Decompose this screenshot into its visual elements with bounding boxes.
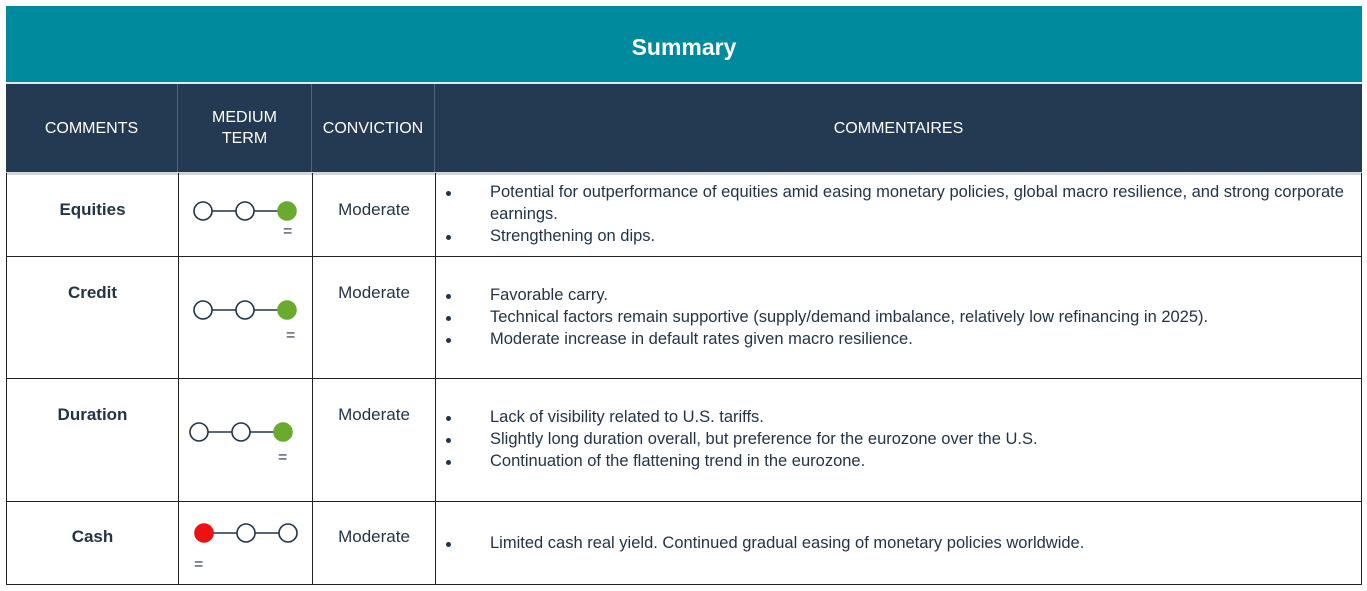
conviction-cell [312,173,435,256]
position-scale-icon [179,173,313,257]
asset-label: Duration [57,405,128,424]
comments-cell [435,173,1362,256]
header-conviction: CONVICTION [312,84,435,172]
comments-cell [435,379,1362,501]
list-item: Lack of visibility related to U.S. tariffs. [436,406,1355,428]
conviction-cell [312,257,435,378]
conviction-cell [312,502,435,584]
conviction-value: Moderate [338,527,410,546]
list-item: Favorable carry. [436,284,1355,306]
scale-dot-active [274,423,292,441]
medium-term-cell [178,379,312,501]
change-indicator: = [286,327,296,344]
list-item: Moderate increase in default rates given macro resilience. [436,328,1355,350]
scale-dot [236,202,254,220]
header-commentaires: COMMENTAIRES [833,119,964,137]
position-scale-icon [179,379,313,502]
header-medium-term: MEDIUM TERM [178,84,312,172]
header-comments: COMMENTS [6,84,178,172]
scale-dot [190,423,208,441]
asset-cell [6,502,178,584]
asset-cell [6,173,178,256]
conviction-value: Moderate [338,405,410,424]
conviction-cell [312,379,435,501]
table-header [6,84,1362,175]
list-item: Strengthening on dips. [436,225,1355,247]
table-row [6,173,1362,257]
scale-dot [194,202,212,220]
comments-list [436,406,1355,472]
scale-dot-active [278,202,296,220]
table-row [6,257,1362,379]
scale-dot [279,524,297,542]
summary-table [6,173,1362,585]
comments-list [436,532,1355,554]
list-item: Limited cash real yield. Continued gradual easing of monetary policies worldwide. [436,532,1355,554]
scale-dot [237,524,255,542]
scale-dot [236,301,254,319]
asset-cell [6,379,178,501]
table-row [6,502,1362,585]
change-indicator: = [283,223,293,240]
list-item: Slightly long duration overall, but preference for the eurozone over the U.S. [436,428,1355,450]
asset-cell [6,257,178,378]
change-indicator: = [278,449,288,466]
list-item: Continuation of the flattening trend in the eurozone. [436,450,1355,472]
conviction-value: Moderate [338,200,410,219]
asset-label: Cash [71,527,114,546]
medium-term-cell [178,257,312,378]
medium-term-cell [178,173,312,256]
list-item: Technical factors remain supportive (supply/demand imbalance, relatively low refinancing in 2025). [436,306,1355,328]
asset-label: Credit [67,283,118,302]
scale-dot-active [195,524,213,542]
comments-list [436,181,1355,247]
comments-cell [435,502,1362,584]
scale-dot [232,423,250,441]
summary-title-bar [6,6,1362,84]
table-row [6,379,1362,502]
asset-label: Equities [59,200,126,219]
conviction-value: Moderate [338,283,410,302]
comments-cell [435,257,1362,378]
comments-list [436,284,1355,350]
page-title: Summary [631,34,737,60]
position-scale-icon [179,257,313,379]
list-item: Potential for outperformance of equities amid easing monetary policies, global macro resilience, and strong corporate earnings. [436,181,1355,225]
medium-term-cell [178,502,312,584]
scale-dot [194,301,212,319]
scale-dot-active [278,301,296,319]
change-indicator: = [194,556,204,573]
